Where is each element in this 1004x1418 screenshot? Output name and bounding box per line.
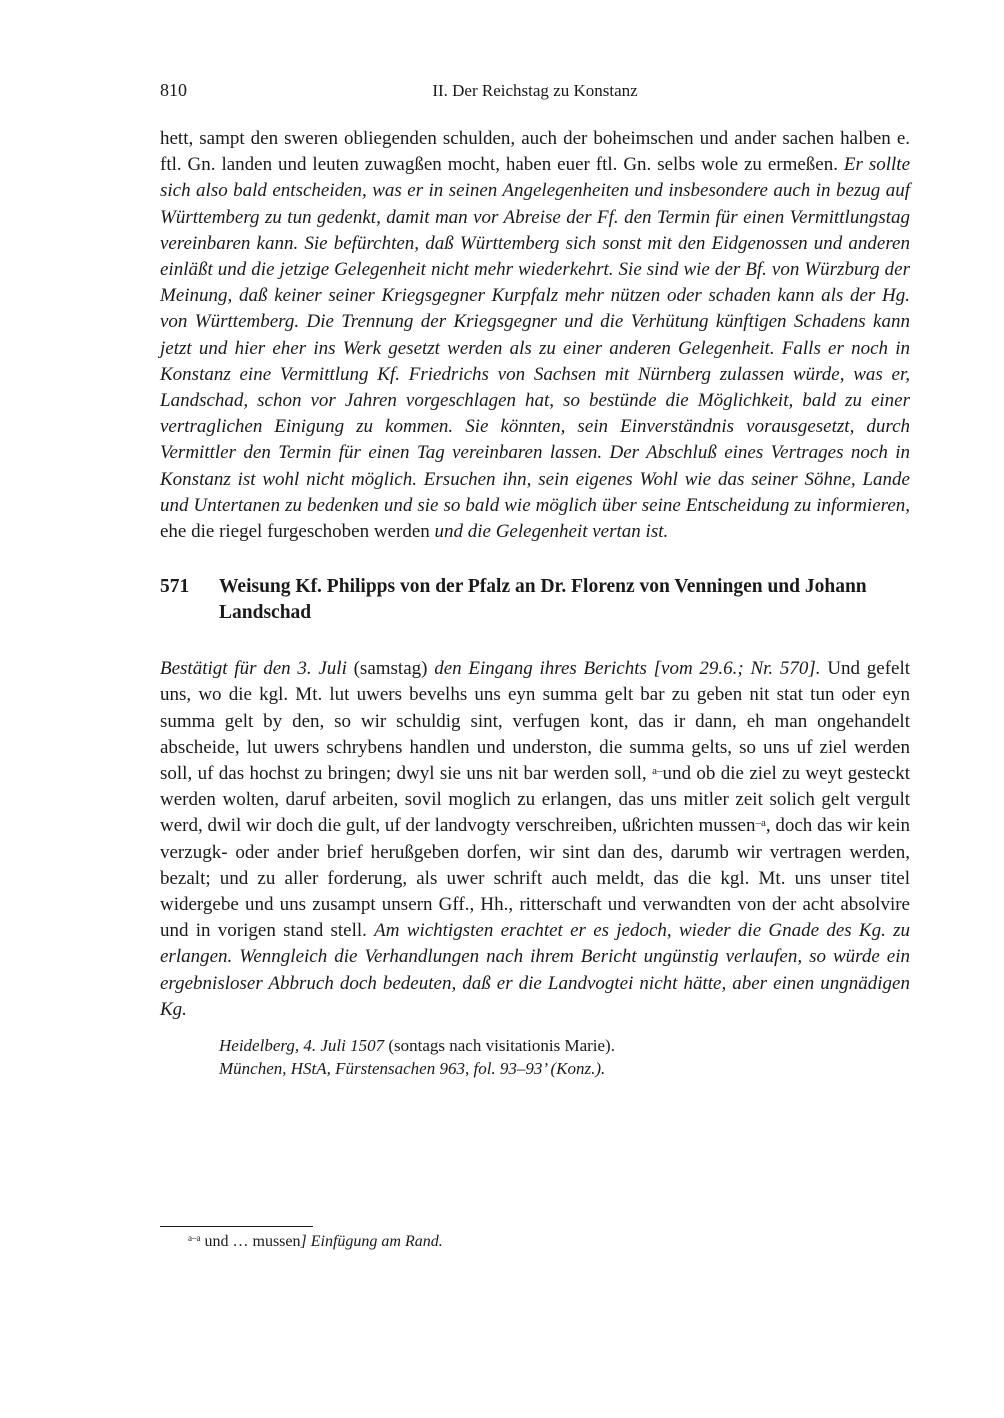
paragraph-document-text [160, 656, 910, 1023]
para1-source-text: hett, sampt den sweren obliegenden schulden, auch der boheimschen und ander sachen halben e. ftl. Gn. landen und leuten zuwagßen mocht, haben euer ftl. Gn. selbs wole zu ermeßen. [160, 128, 910, 176]
footnote-mark: a–a [188, 1233, 201, 1243]
footnote-mark-open: a– [652, 765, 663, 778]
dating-block [160, 1034, 910, 1080]
document-heading [160, 574, 910, 626]
footnote-divider [160, 1226, 313, 1227]
running-title: II. Der Reichstag zu Konstanz [432, 81, 638, 100]
feast-date: (sontags nach visitationis Marie). [388, 1036, 615, 1056]
para2-summary-end: Am wichtigsten erachtet er es jedoch, wieder die Gnade des Kg. zu erlangen. Wenngleich die Verhandlungen nach ihrem Bericht ungünstig verlaufen, so würde ein ergebnisloser Abbruch doch bedeuten, daß er die Landvogtei nicht hätte, aber einen ungnädigen Kg. [160, 920, 910, 1020]
para1-summary: Er sollte sich also bald entscheiden, was er in seinen Angelegenheiten und insbesondere auch in bezug auf Württemberg zu tun gedenkt, damit man vor Abreise der Ff. den Termin für einen Vermittlungstag vereinbaren kann. Sie befürchten, daß Württemberg sich sonst mit den Eidgenossen und anderen einläßt und die jetzige Gelegenheit nicht mehr wiederkehrt. Sie sind wie der Bf. von Würzburg der Meinung, daß keiner seiner Kriegsgegner Kurpfalz mehr nützen oder schaden kann als der Hg. von Württemberg. Die Trennung der Kriegsgegner und die Verhütung künftigen Schadens kann jetzt und hier eher ins Werk gesetzt werden als zu einer anderen Gelegenheit. Falls er noch in Konstanz eine Vermittlung Kf. Friedrichs von Sachsen mit Nürnberg zulassen würde, was er, Landschad, schon vor Jahren vorgeschlagen hat, so bestünde die Möglichkeit, bald zu einer vertraglichen Einigung zu kommen. Sie könnten, sein Einverständnis vorausgesetzt, durch Vermittler den Termin für einen Tag vereinbaren lassen. Der Abschluß eines Vertrages noch in Konstanz ist wohl nicht möglich. Ersuchen ihn, sein eigenes Wohl wie das seiner Söhne, Lande und Untertanen zu bedenken und sie so bald wie möglich über seine Entscheidung zu informieren, [160, 154, 911, 516]
para2-summary-receipt: den Eingang ihres Berichts [vom 29.6.; Nr. 570]. [434, 658, 821, 680]
para1-summary-end: und die Gelegenheit vertan ist. [434, 521, 669, 543]
running-head [160, 80, 910, 110]
footnote-lemma: und … mussen [204, 1233, 301, 1250]
dating-line [219, 1034, 910, 1057]
para2-inserted-text: und ob die ziel zu weyt gesteckt werden wolten, daruf arbeiten, sovil moglich zu erlangen, das uns mitler zeit solich gelt vergult werd, dwil wir doch die gult, uf der landvogty verschreiben, ußrichten mussen [160, 763, 910, 837]
page-number: 810 [160, 80, 187, 100]
para2-source-text: Und gefelt uns, wo die kgl. Mt. lut uwers bevelhs uns eyn summa gelt bar zu geben nit stat tun oder eyn summa gelt by den, so wir schuldig sint, verfugen kont, das ir dann, eh man ongehandelt abscheide, lut uwers schrybens handlen und underston, die summa gelts, so uns uf ziel werden soll, uf das hochst zu bringen; dwyl sie uns nit bar werden soll, [160, 658, 911, 785]
footnote-note: ] Einfügung am Rand. [300, 1233, 443, 1250]
para1-source-quote: ehe die riegel furgeschoben werden [160, 521, 430, 543]
page-body [160, 80, 910, 1080]
archival-source: München, HStA, Fürstensachen 963, fol. 93–93’ (Konz.). [219, 1059, 606, 1079]
place-date: Heidelberg, 4. Juli 1507 [219, 1036, 385, 1056]
paragraph-continuation [160, 126, 910, 545]
para2-summary-start: Bestätigt für den 3. Juli [160, 658, 347, 680]
document-number: 571 [160, 576, 190, 598]
para2-weekday: (samstag) [353, 658, 428, 680]
para2-source-text-cont: , doch das wir kein verzugk- oder ander brief herußgeben dorfen, wir sint dan des, darumb wir vertragen werden, bezalt; und zu aller forderung, als uwer schrift auch meldt, das die kgl. Mt. uns unser titel widergebe und uns zusampt unsern Gff., Hh., ritterschaft und verwandten von der acht absolvire und in vorigen stand stell. [160, 815, 910, 942]
footnote-mark-close: –a [755, 817, 766, 830]
footnote [188, 1231, 443, 1253]
document-title: Weisung Kf. Philipps von der Pfalz an Dr. Florenz von Venningen und Johann Landschad [219, 576, 867, 624]
